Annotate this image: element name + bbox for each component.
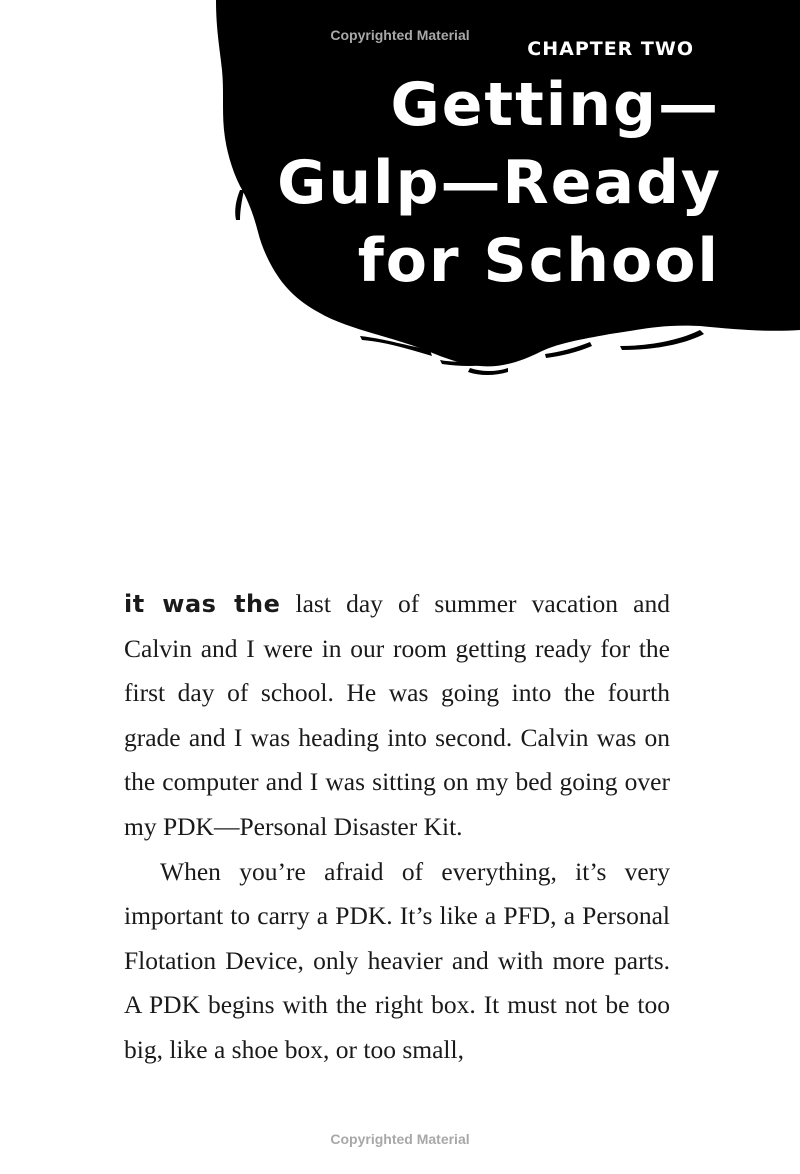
chapter-title-line-3: for School: [357, 226, 720, 296]
body-text: [124, 582, 670, 1073]
copyright-watermark-top: Copyrighted Material: [330, 27, 470, 43]
paragraph-1: [124, 582, 670, 850]
copyright-watermark-bottom: Copyrighted Material: [330, 1131, 470, 1147]
chapter-title-line-1: Getting—: [390, 70, 720, 140]
chapter-title: [200, 66, 720, 300]
lead-in-text: it was the: [124, 590, 281, 618]
chapter-title-line-2: Gulp—Ready: [277, 148, 722, 218]
paragraph-2: When you’re afraid of everything, it’s very important to carry a PDK. It’s like a PFD, a Personal Flotation Device, only heavier and with more parts. A PDK begins with the right box. It must not be too big, like a shoe box, or too small,: [124, 856, 670, 1064]
chapter-label: CHAPTER TWO: [527, 38, 694, 60]
paragraph-1-text: last day of summer vacation and Calvin and I were in our room getting ready for the first day of school. He was going into the fourth grade and I was heading into second. Calvin was on the computer and I was sitting on my bed going over my PDK—Personal Disaster Kit.: [124, 589, 670, 841]
